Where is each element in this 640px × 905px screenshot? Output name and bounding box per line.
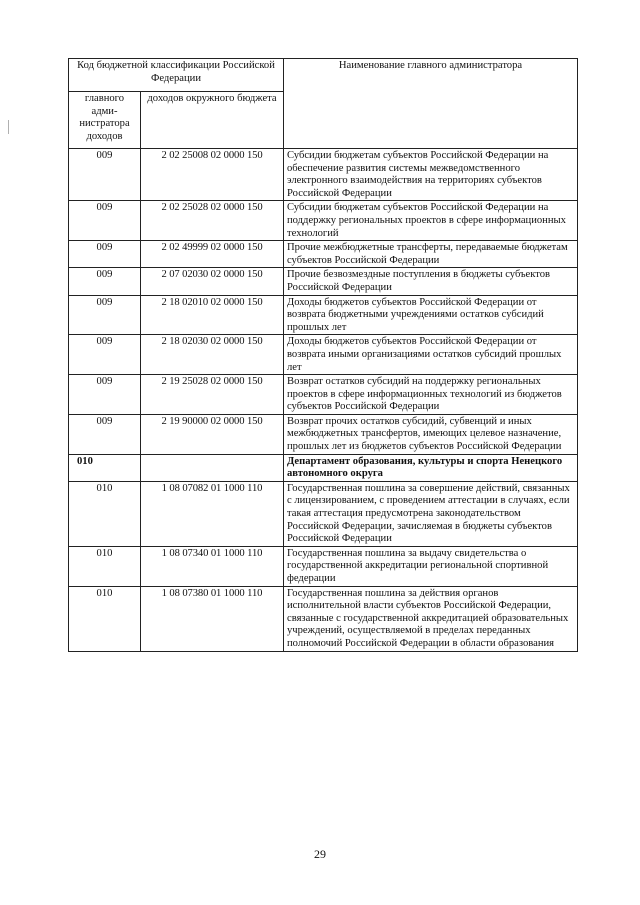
administrator-code-cell: 009 — [69, 201, 141, 241]
page-number: 29 — [314, 847, 326, 861]
table-row — [69, 201, 578, 241]
administrator-code-cell: 009 — [69, 414, 141, 454]
administrator-code-cell: 010 — [69, 586, 141, 651]
table-row — [69, 335, 578, 375]
administrator-name-cell: Субсидии бюджетам субъектов Российской Федерации на поддержку региональных проектов в сфере информационных технологий — [284, 201, 578, 241]
administrator-name-cell: Возврат прочих остатков субсидий, субвенций и иных межбюджетных трансфертов, имеющих целевое назначение, прошлых лет из бюджетов субъектов Российской Федерации — [284, 414, 578, 454]
administrator-name-cell: Государственная пошлина за действия органов исполнительной власти субъектов Российской Федерации, связанные с государственной аккредитацией образовательных учреждений, осуществляемой в пределах переданных полномочий Российской Федерации в области образования — [284, 586, 578, 651]
header-budget-classification-code: Код бюджетной классификации Российской Федерации — [69, 59, 284, 92]
administrator-code-cell: 009 — [69, 375, 141, 415]
administrator-code-cell: 009 — [69, 268, 141, 295]
administrator-name-cell: Доходы бюджетов субъектов Российской Федерации от возврата иными организациями остатков субсидий прошлых лет — [284, 335, 578, 375]
revenue-code-cell: 1 08 07340 01 1000 110 — [141, 546, 284, 586]
table-row — [69, 241, 578, 268]
header-administrator-name: Наименование главного администратора — [284, 59, 578, 149]
revenue-code-cell: 2 19 90000 02 0000 150 — [141, 414, 284, 454]
revenue-code-cell: 1 08 07380 01 1000 110 — [141, 586, 284, 651]
administrator-name-cell: Субсидии бюджетам субъектов Российской Федерации на обеспечение развития системы межведомственного электронного взаимодействия на территориях субъектов Российской Федерации — [284, 149, 578, 201]
table-row — [69, 546, 578, 586]
revenue-code-cell: 1 08 07082 01 1000 110 — [141, 481, 284, 546]
revenue-code-cell: 2 18 02030 02 0000 150 — [141, 335, 284, 375]
table-row — [69, 481, 578, 546]
administrator-code-cell: 009 — [69, 149, 141, 201]
administrator-code-cell: 010 — [69, 454, 141, 481]
table-body — [69, 149, 578, 652]
revenue-code-cell: 2 02 49999 02 0000 150 — [141, 241, 284, 268]
administrator-name-cell: Департамент образования, культуры и спорта Ненецкого автономного округа — [284, 454, 578, 481]
table-row — [69, 295, 578, 335]
table-header — [69, 59, 578, 149]
administrator-name-cell: Прочие межбюджетные трансферты, передаваемые бюджетам субъектов Российской Федерации — [284, 241, 578, 268]
revenue-code-cell: 2 07 02030 02 0000 150 — [141, 268, 284, 295]
administrator-name-cell: Доходы бюджетов субъектов Российской Федерации от возврата бюджетными учреждениями остатков субсидий прошлых лет — [284, 295, 578, 335]
table-row — [69, 149, 578, 201]
administrator-name-cell: Возврат остатков субсидий на поддержку региональных проектов в сфере информационных технологий из бюджетов субъектов Российской Федерации — [284, 375, 578, 415]
administrator-code-cell: 009 — [69, 241, 141, 268]
revenue-code-cell: 2 19 25028 02 0000 150 — [141, 375, 284, 415]
administrator-code-cell: 009 — [69, 295, 141, 335]
administrator-name-cell: Государственная пошлина за выдачу свидетельства о государственной аккредитации региональной спортивной федерации — [284, 546, 578, 586]
table-row — [69, 268, 578, 295]
header-main-administrator: главного адми-нистратора доходов — [69, 92, 141, 149]
administrator-code-cell: 010 — [69, 546, 141, 586]
administrator-name-cell: Государственная пошлина за совершение действий, связанных с лицензированием, с проведением аттестации в случаях, если такая аттестация предусмотрена законодательством Российской Федерации, зачисляемая в бюджеты субъектов Российской Федерации — [284, 481, 578, 546]
scan-edge-mark — [8, 120, 9, 134]
administrator-code-cell: 009 — [69, 335, 141, 375]
department-row — [69, 454, 578, 481]
budget-classification-table — [68, 58, 578, 652]
table-row — [69, 586, 578, 651]
header-revenue-code: доходов окружного бюджета — [141, 92, 284, 149]
administrator-name-cell: Прочие безвозмездные поступления в бюджеты субъектов Российской Федерации — [284, 268, 578, 295]
revenue-code-cell: 2 02 25028 02 0000 150 — [141, 201, 284, 241]
revenue-code-cell — [141, 454, 284, 481]
revenue-code-cell: 2 02 25008 02 0000 150 — [141, 149, 284, 201]
table-row — [69, 375, 578, 415]
revenue-code-cell: 2 18 02010 02 0000 150 — [141, 295, 284, 335]
administrator-code-cell: 010 — [69, 481, 141, 546]
table-row — [69, 414, 578, 454]
